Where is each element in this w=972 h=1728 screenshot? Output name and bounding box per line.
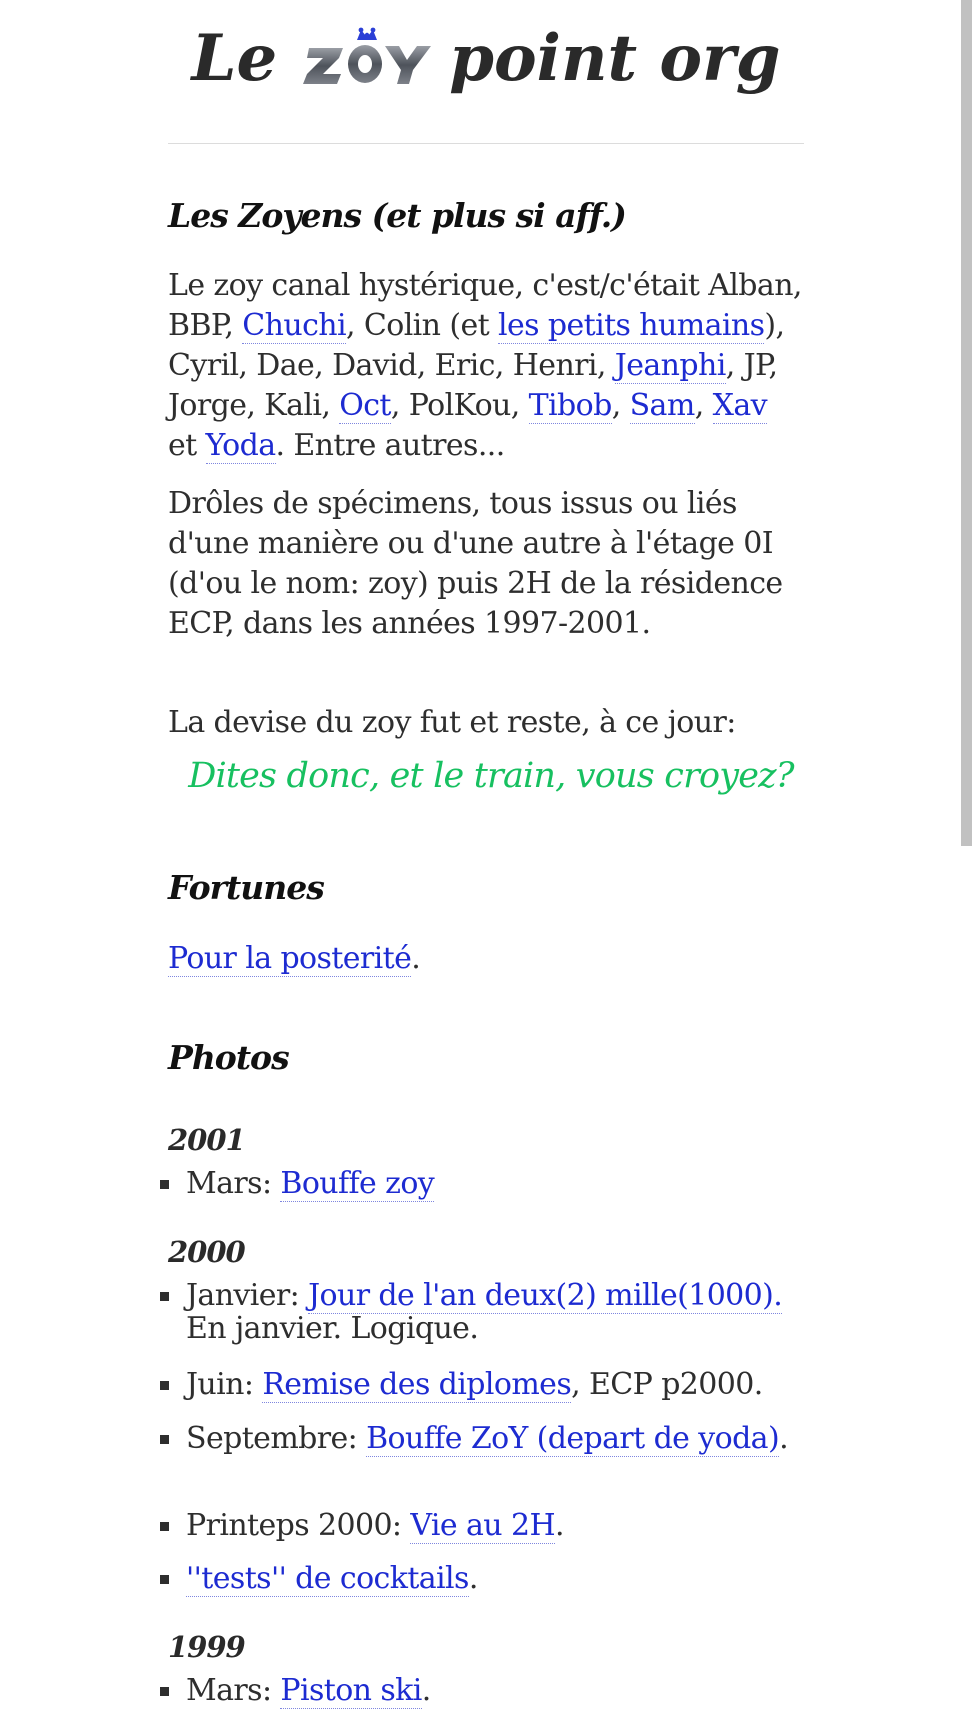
text-fragment: . [411,941,421,976]
text-fragment: , PolKou, [390,388,529,423]
item-prefix: Janvier: [186,1278,309,1313]
link-chuchi[interactable]: Chuchi [242,308,346,343]
item-prefix: Mars: [186,1673,281,1708]
item-suffix: , ECP p2000. [571,1367,763,1402]
item-suffix: . [555,1508,564,1543]
year-heading-1999: 1999 [168,1630,245,1664]
photo-list-2001 [168,1167,804,1200]
zoyens-members-paragraph [168,266,804,466]
link-jeanphi[interactable]: Jeanphi [614,348,726,383]
link-tibob[interactable]: Tibob [528,388,612,423]
site-title-prefix: Le [191,21,278,96]
link-pour-la-posterite[interactable]: Pour la posterité [168,941,412,976]
photo-list-item [168,1167,804,1200]
motto-quote: Dites donc, et le train, vous croyez? [188,756,794,796]
text-fragment: Le zoy canal hystérique, c'est/c'était Alban, BBP, [168,268,802,343]
scrollbar-track[interactable] [960,0,972,1728]
photo-list-1999 [168,1674,804,1707]
year-heading-2001: 2001 [168,1123,245,1157]
link-yoda[interactable]: Yoda [205,428,276,463]
text-fragment: . Entre autres... [275,428,505,463]
item-prefix: Mars: [186,1166,281,1201]
zoyens-description-paragraph: Drôles de spécimens, tous issus ou liés d'une manière ou d'une autre à l'étage 0I (d'ou le nom: zoy) puis 2H de la résidence ECP, dans les années 1997-2001. [168,486,783,641]
zoyens-heading: Les Zoyens (et plus si aff.) [168,196,626,235]
item-suffix: . [779,1421,789,1456]
photo-list-item [168,1509,804,1542]
text-fragment: et [168,428,206,463]
link-bouffe-zoy-depart-yoda[interactable]: Bouffe ZoY (depart de yoda) [366,1421,780,1456]
link-bouffe-zoy[interactable]: Bouffe zoy [280,1166,435,1201]
photo-list-2000-c [168,1422,804,1455]
zoy-logo-graphic [303,26,431,86]
header-divider [168,143,804,144]
link-remise-des-diplomes[interactable]: Remise des diplomes [262,1367,572,1402]
year-heading-2000: 2000 [168,1235,245,1269]
item-prefix: Juin: [186,1367,263,1402]
item-suffix: En janvier. Logique. [186,1311,479,1346]
text-fragment: , [694,388,713,423]
photo-list-item [168,1562,804,1595]
photo-list-item [168,1368,804,1401]
scrollbar-thumb[interactable] [961,0,972,846]
fortunes-heading: Fortunes [168,868,324,907]
link-vie-au-2h[interactable]: Vie au 2H [410,1508,556,1543]
text-fragment: , JP, Jorge, Kali, [168,348,778,423]
link-sam[interactable]: Sam [629,388,695,423]
item-suffix: . [468,1561,478,1596]
text-fragment: , Colin (et [346,308,498,343]
motto-intro-paragraph: La devise du zoy fut et reste, à ce jour: [168,705,736,740]
item-suffix: . [421,1673,431,1708]
page-content [168,0,804,1708]
item-prefix: Septembre: [186,1421,367,1456]
site-header [168,0,804,144]
link-les-petits-humains[interactable]: les petits humains [498,308,765,343]
site-title [168,14,804,104]
photo-list-2000-d [168,1509,804,1542]
link-tests-de-cocktails[interactable]: ''tests'' de cocktails [186,1561,469,1596]
photo-list-item [168,1279,804,1345]
link-oct[interactable]: Oct [339,388,391,423]
photo-list-2000-e [168,1562,804,1595]
text-fragment: , [611,388,630,423]
fortunes-paragraph [168,939,804,979]
photo-list-item [168,1422,804,1455]
link-piston-ski[interactable]: Piston ski [280,1673,422,1708]
photo-list-2000 [168,1279,804,1345]
text-fragment: ), Cyril, Dae, David, Eric, Henri, [168,308,785,383]
zoy-logo [303,26,431,86]
item-prefix: Printeps 2000: [186,1508,411,1543]
photos-heading: Photos [168,1038,289,1077]
link-jour-de-l-an[interactable]: Jour de l'an deux(2) mille(1000). [308,1278,783,1313]
site-title-suffix: point org [449,21,781,96]
photo-list-item [168,1674,804,1707]
photo-list-2000-b [168,1368,804,1401]
link-xav[interactable]: Xav [712,388,767,423]
